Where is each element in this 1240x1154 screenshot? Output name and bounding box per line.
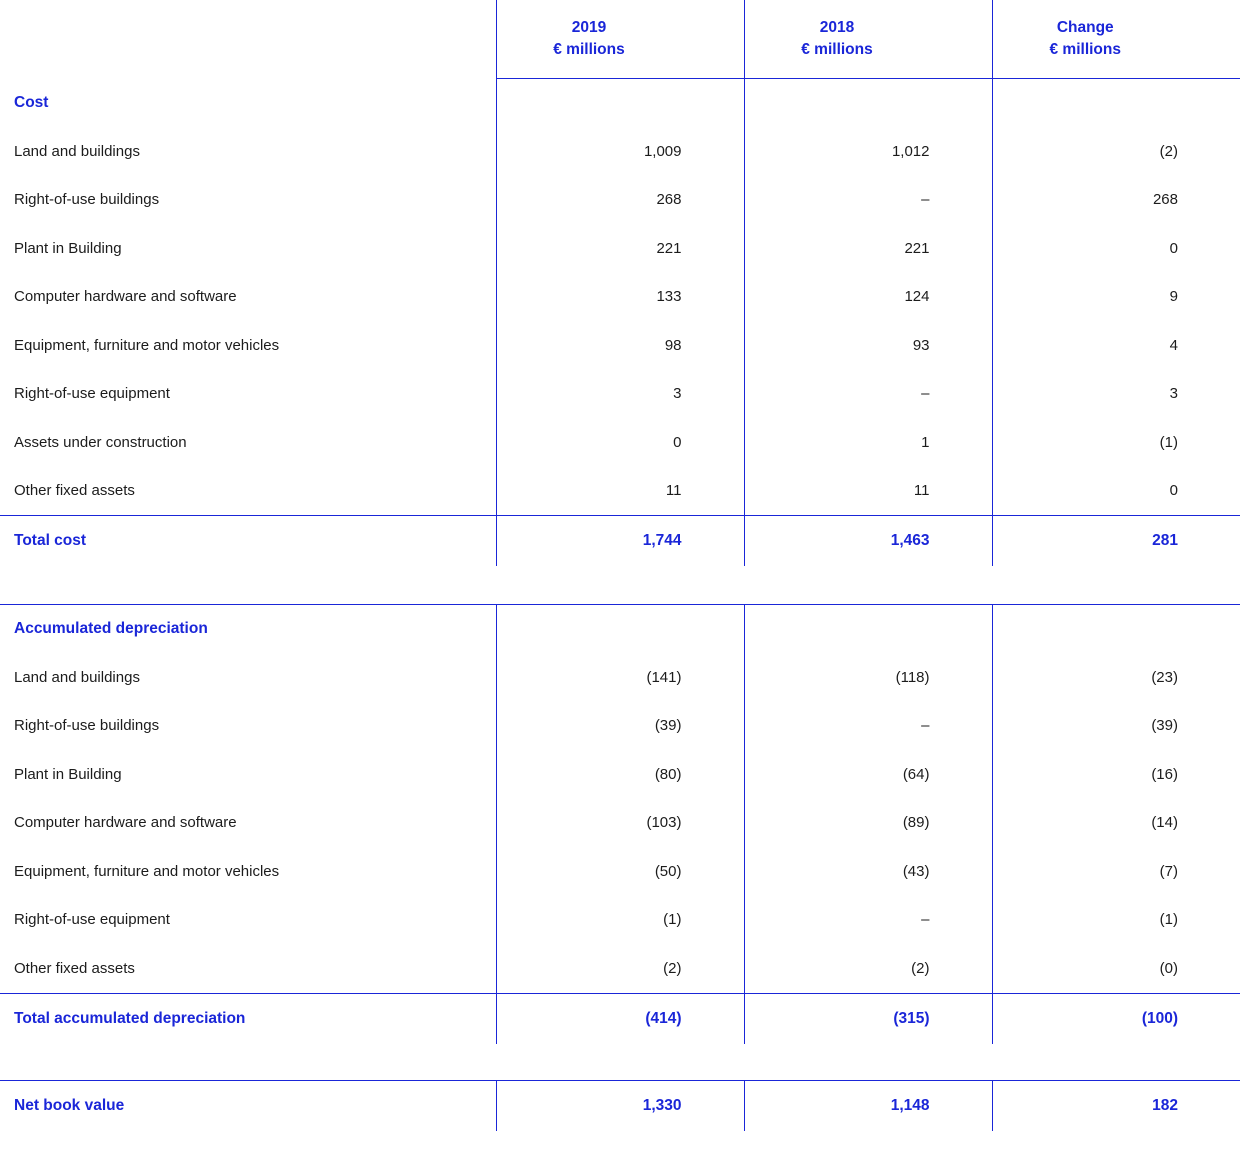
row-value-change: (16) (1151, 765, 1178, 783)
header-change-title: Change (1056, 18, 1114, 36)
row-value-2019: (1) (496, 896, 744, 945)
row-value-2019: 3 (496, 370, 744, 419)
section-cost-2018-blank (744, 79, 992, 128)
row-value-change: 3 (1169, 385, 1178, 403)
row-value-2018: 11 (744, 467, 992, 516)
gap-2018 (744, 1044, 992, 1081)
gap-change (992, 1044, 1240, 1081)
row-value-2019: 1,009 (496, 127, 744, 176)
total-value-2019: 1,744 (496, 516, 744, 567)
row-value-2019: (141) (496, 653, 744, 702)
row-label: Other fixed assets (14, 959, 135, 977)
row-label: Equipment, furniture and motor vehicles (14, 336, 280, 354)
row-value-2018: – (744, 896, 992, 945)
row-value-change: (39) (1151, 717, 1178, 735)
row-value-2018: 93 (744, 321, 992, 370)
table-row (0, 176, 1240, 225)
table-row (0, 273, 1240, 322)
table-row (0, 127, 1240, 176)
section-depr-2019-blank (496, 605, 744, 654)
net-book-value-change: 182 (992, 1080, 1240, 1131)
header-2018-year: 2018 (819, 18, 855, 36)
section-cost-change-blank (992, 79, 1240, 128)
header-cell-label (0, 0, 496, 79)
row-label: Right-of-use buildings (14, 717, 160, 735)
row-value-2019: 133 (496, 273, 744, 322)
net-book-value-2018: 1,148 (744, 1080, 992, 1131)
table-row (0, 653, 1240, 702)
row-value-2018: (118) (744, 653, 992, 702)
section-depr-change-blank (992, 605, 1240, 654)
row-label: Right-of-use equipment (14, 911, 170, 929)
row-value-change: (14) (1151, 814, 1178, 832)
row-label: Right-of-use buildings (14, 191, 160, 209)
total-value-2018: 1,463 (744, 516, 992, 567)
row-value-change: (2) (1159, 142, 1178, 160)
gap-label (0, 566, 496, 605)
section-gap-row (0, 566, 1240, 605)
row-label: Computer hardware and software (14, 288, 237, 306)
table-row (0, 944, 1240, 993)
table-row (0, 224, 1240, 273)
row-value-2019: (2) (496, 944, 744, 993)
row-value-2018: – (744, 176, 992, 225)
row-value-2019: (50) (496, 847, 744, 896)
total-value-2018: (315) (744, 993, 992, 1044)
row-value-2018: (64) (744, 750, 992, 799)
section-depr-2018-blank (744, 605, 992, 654)
net-book-value-row (0, 1080, 1240, 1131)
section-title-accumulated-depreciation: Accumulated depreciation (14, 620, 208, 637)
row-label: Computer hardware and software (14, 814, 237, 832)
row-value-2019: (39) (496, 702, 744, 751)
table-row (0, 799, 1240, 848)
row-value-change: 4 (1169, 336, 1178, 354)
row-label: Assets under construction (14, 433, 187, 451)
row-value-change: (1) (1159, 433, 1178, 451)
row-value-change: 0 (1169, 239, 1178, 257)
gap-2018 (744, 566, 992, 605)
row-value-change: (7) (1159, 862, 1178, 880)
total-row-cost (0, 516, 1240, 567)
gap-2019 (496, 1044, 744, 1081)
section-title-cost: Cost (14, 93, 49, 111)
net-book-value-2019: 1,330 (496, 1080, 744, 1131)
row-value-2018: (43) (744, 847, 992, 896)
header-cell-2019 (496, 0, 744, 79)
row-value-2019: (80) (496, 750, 744, 799)
net-book-value-label: Net book value (0, 1080, 496, 1131)
row-value-2018: 1,012 (744, 127, 992, 176)
header-cell-change (992, 0, 1240, 79)
total-row-accumulated-depreciation (0, 993, 1240, 1044)
row-value-2018: (2) (744, 944, 992, 993)
row-value-change: 0 (1169, 482, 1178, 500)
header-cell-2018 (744, 0, 992, 79)
row-label: Plant in Building (14, 239, 122, 257)
row-label: Land and buildings (14, 668, 140, 686)
row-value-2018: 221 (744, 224, 992, 273)
table-row (0, 750, 1240, 799)
row-value-change: (1) (1159, 911, 1178, 929)
row-value-2019: (103) (496, 799, 744, 848)
total-value-2019: (414) (496, 993, 744, 1044)
table-header-row (0, 0, 1240, 79)
section-cost-2019-blank (496, 79, 744, 128)
row-label: Equipment, furniture and motor vehicles (14, 862, 280, 880)
header-2018-unit: € millions (801, 41, 873, 58)
row-value-2019: 11 (496, 467, 744, 516)
row-label: Other fixed assets (14, 482, 135, 500)
row-value-change: (0) (1159, 959, 1178, 977)
table-row (0, 418, 1240, 467)
row-value-change: 268 (1152, 191, 1178, 209)
header-2019-unit: € millions (553, 41, 625, 58)
gap-change (992, 566, 1240, 605)
header-2019-year: 2019 (571, 18, 607, 36)
table-row (0, 702, 1240, 751)
row-value-2018: (89) (744, 799, 992, 848)
header-change-unit: € millions (1049, 41, 1121, 58)
gap-2019 (496, 566, 744, 605)
row-value-change: 9 (1169, 288, 1178, 306)
table-row (0, 896, 1240, 945)
total-value-change: (100) (992, 993, 1240, 1044)
row-value-2019: 221 (496, 224, 744, 273)
row-value-2019: 98 (496, 321, 744, 370)
row-value-2018: 124 (744, 273, 992, 322)
row-value-2018: – (744, 702, 992, 751)
section-heading-row-cost (0, 79, 1240, 128)
row-value-2018: 1 (744, 418, 992, 467)
total-value-change: 281 (992, 516, 1240, 567)
row-value-change: (23) (1151, 668, 1178, 686)
table-row (0, 847, 1240, 896)
row-label: Right-of-use equipment (14, 385, 170, 403)
row-label: Plant in Building (14, 765, 122, 783)
net-gap-row (0, 1044, 1240, 1081)
total-label: Total accumulated depreciation (0, 993, 496, 1044)
table-row (0, 467, 1240, 516)
table-row (0, 321, 1240, 370)
row-value-2019: 0 (496, 418, 744, 467)
section-heading-row-accumulated-depreciation (0, 605, 1240, 654)
table-row (0, 370, 1240, 419)
total-label: Total cost (0, 516, 496, 567)
row-value-2019: 268 (496, 176, 744, 225)
gap-label (0, 1044, 496, 1081)
row-value-2018: – (744, 370, 992, 419)
row-label: Land and buildings (14, 142, 140, 160)
